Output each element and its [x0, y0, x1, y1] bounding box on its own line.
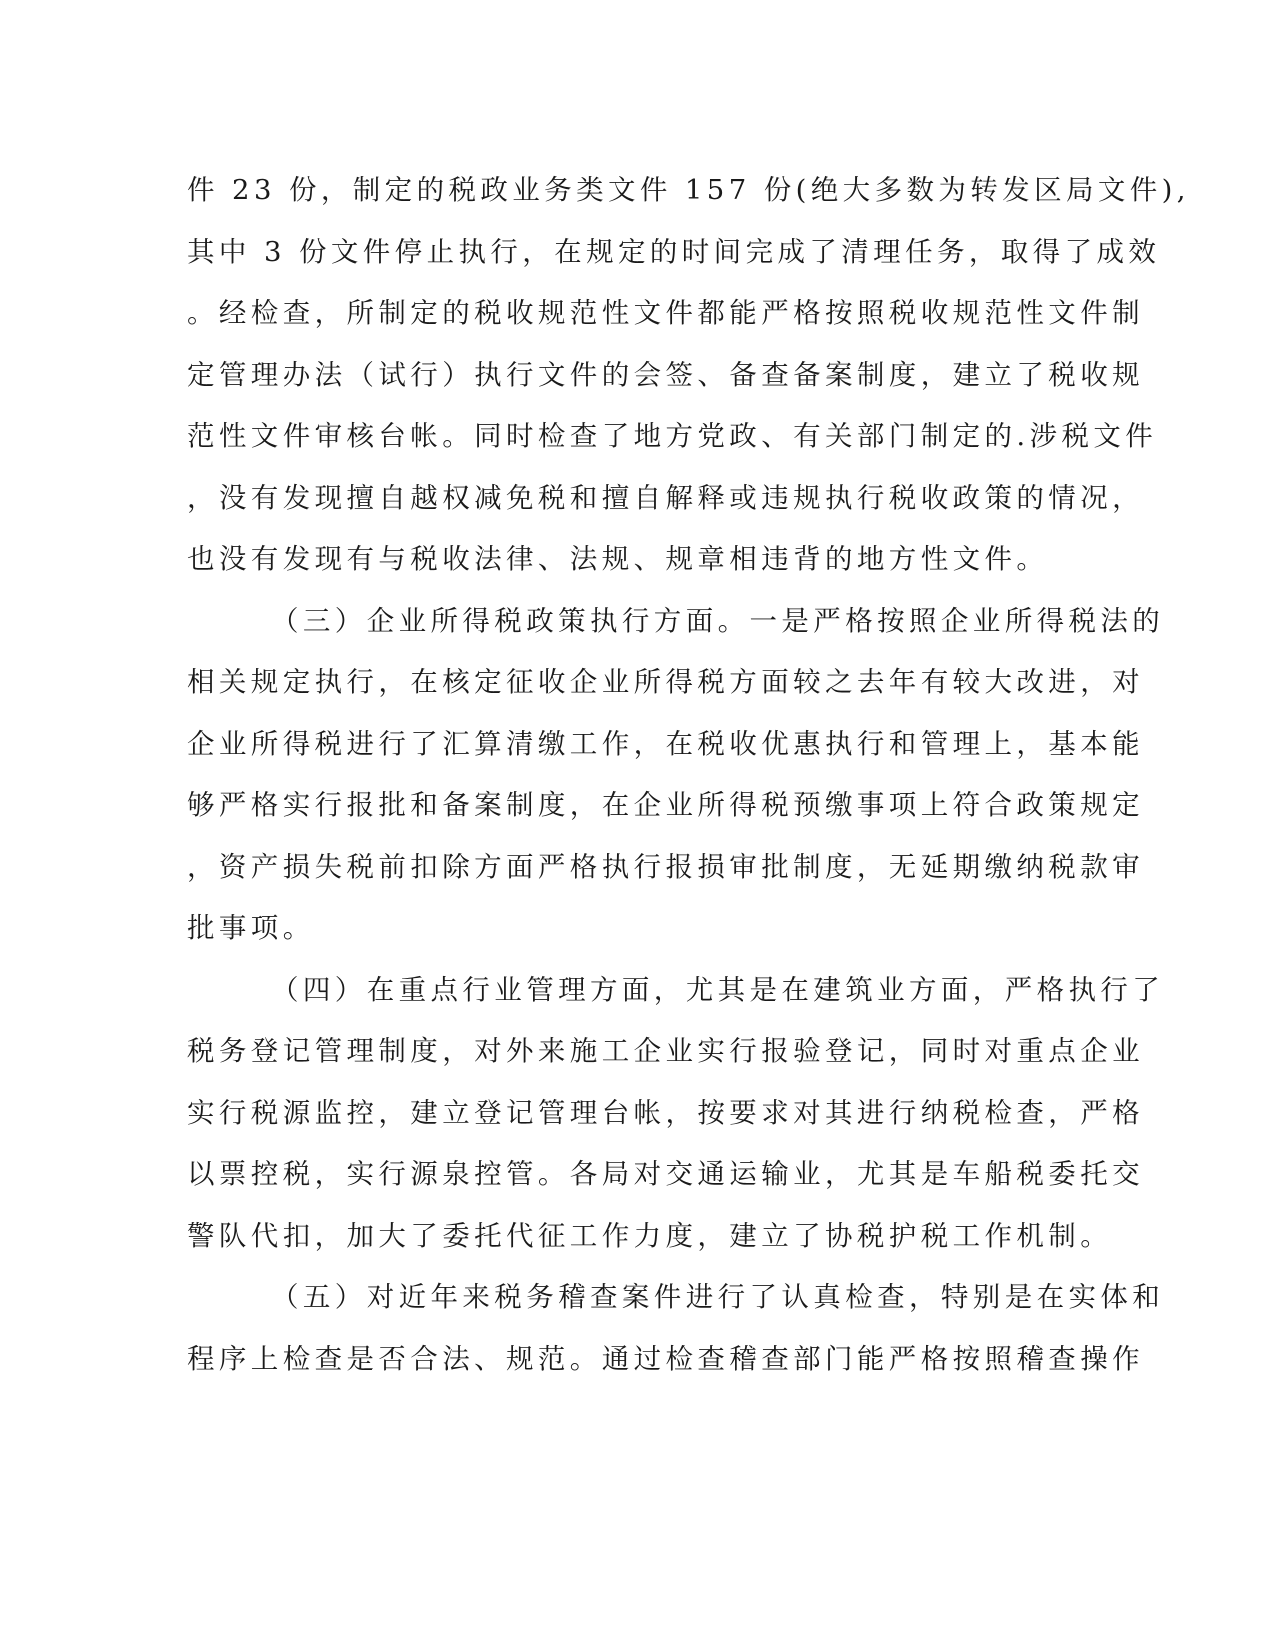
- text-line: 程序上检查是否合法、规范。通过检查稽查部门能严格按照稽查操作: [187, 1342, 1144, 1375]
- text-line: 也没有发现有与税收法律、法规、规章相违背的地方性文件。: [187, 543, 1049, 575]
- text-line: 够严格实行报批和备案制度，在企业所得税预缴事项上符合政策规定: [187, 789, 1144, 821]
- paragraph-4-start: （四）在重点行业管理方面，尤其是在建筑业方面，严格执行了: [271, 973, 1165, 1006]
- text-line: 税务登记管理制度，对外来施工企业实行报验登记，同时对重点企业: [187, 1035, 1144, 1067]
- text-line: 。经检查，所制定的税收规范性文件都能严格按照税收规范性文件制: [187, 297, 1144, 329]
- text-line: 其中 3 份文件停止执行，在规定的时间完成了清理任务，取得了成效: [187, 235, 1161, 268]
- text-line: 以票控税，实行源泉控管。各局对交通运输业，尤其是车船税委托交: [187, 1158, 1144, 1190]
- text-line: 定管理办法（试行）执行文件的会签、备查备案制度，建立了税收规: [187, 358, 1144, 391]
- text-line: 相关规定执行，在核定征收企业所得税方面较之去年有较大改进，对: [187, 666, 1144, 698]
- paragraph-5-start: （五）对近年来税务稽查案件进行了认真检查，特别是在实体和: [271, 1281, 1165, 1313]
- text-line: ，没有发现擅自越权减免税和擅自解释或违规执行税收政策的情况，: [187, 481, 1144, 514]
- text-line: 范性文件审核台帐。同时检查了地方党政、有关部门制定的.涉税文件: [187, 420, 1158, 452]
- text-line: ，资产损失税前扣除方面严格执行报损审批制度，无延期缴纳税款审: [187, 850, 1144, 883]
- paragraph-3-start: （三）企业所得税政策执行方面。一是严格按照企业所得税法的: [271, 604, 1165, 637]
- body-text: [187, 160, 1190, 1390]
- text-line: 批事项。: [187, 912, 315, 944]
- text-line: 警队代扣，加大了委托代征工作力度，建立了协税护税工作机制。: [187, 1219, 1113, 1252]
- text-line: 件 23 份，制定的税政业务类文件 157 份(绝大多数为转发区局文件),: [187, 174, 1190, 206]
- text-line: 企业所得税进行了汇算清缴工作，在税收优惠执行和管理上，基本能: [187, 727, 1144, 760]
- text-line: 实行税源监控，建立登记管理台帐，按要求对其进行纳税检查，严格: [187, 1096, 1144, 1129]
